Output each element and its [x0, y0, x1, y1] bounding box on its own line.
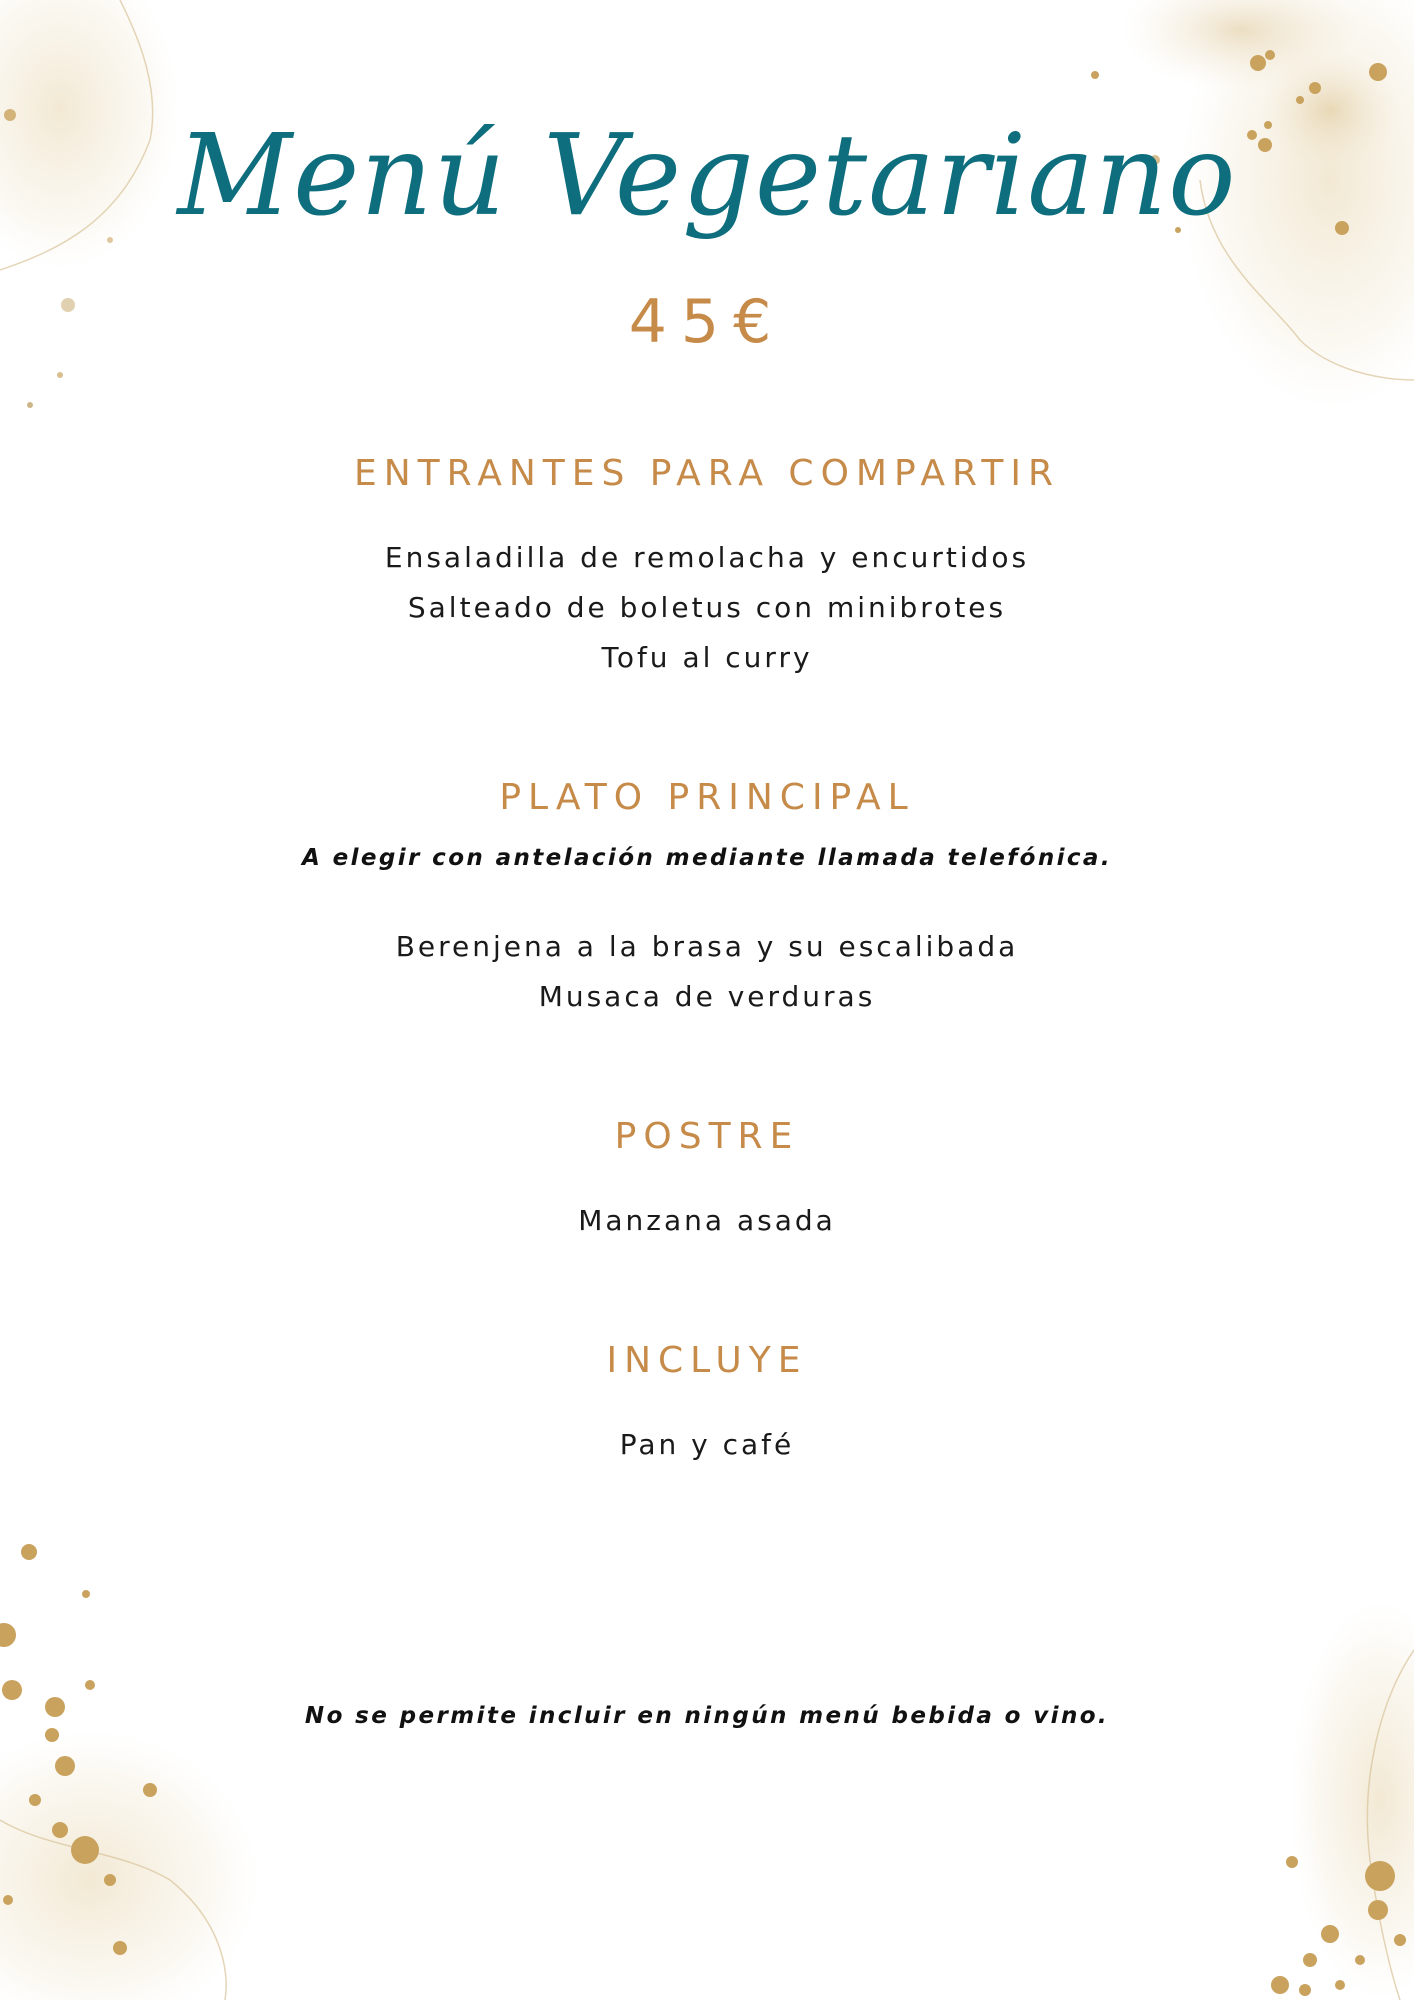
- menu-title: Menú Vegetariano: [177, 111, 1237, 241]
- menu-price: 45€: [628, 287, 786, 357]
- principal-note: A elegir con antelación mediante llamada telefónica.: [301, 845, 1112, 871]
- section-heading-postre: POSTRE: [614, 1116, 800, 1157]
- section-heading-entrantes: ENTRANTES PARA COMPARTIR: [353, 453, 1061, 494]
- section-heading-principal: PLATO PRINCIPAL: [499, 777, 915, 818]
- menu-item: Pan y café: [619, 1428, 795, 1461]
- menu-item: Salteado de boletus con minibrotes: [407, 591, 1007, 624]
- section-heading-incluye: INCLUYE: [606, 1340, 808, 1381]
- menu-item: Ensaladilla de remolacha y encurtidos: [384, 541, 1030, 574]
- footer-note: No se permite incluir en ningún menú bebida o vino.: [304, 1703, 1110, 1729]
- menu-item: Manzana asada: [578, 1204, 836, 1237]
- menu-item: Tofu al curry: [601, 641, 813, 674]
- bottom-left-wash: [0, 1544, 260, 2000]
- bottom-right-wash: [1271, 1600, 1414, 2000]
- menu-item: Musaca de verduras: [538, 980, 876, 1013]
- menu-item: Berenjena a la brasa y su escalibada: [395, 930, 1019, 963]
